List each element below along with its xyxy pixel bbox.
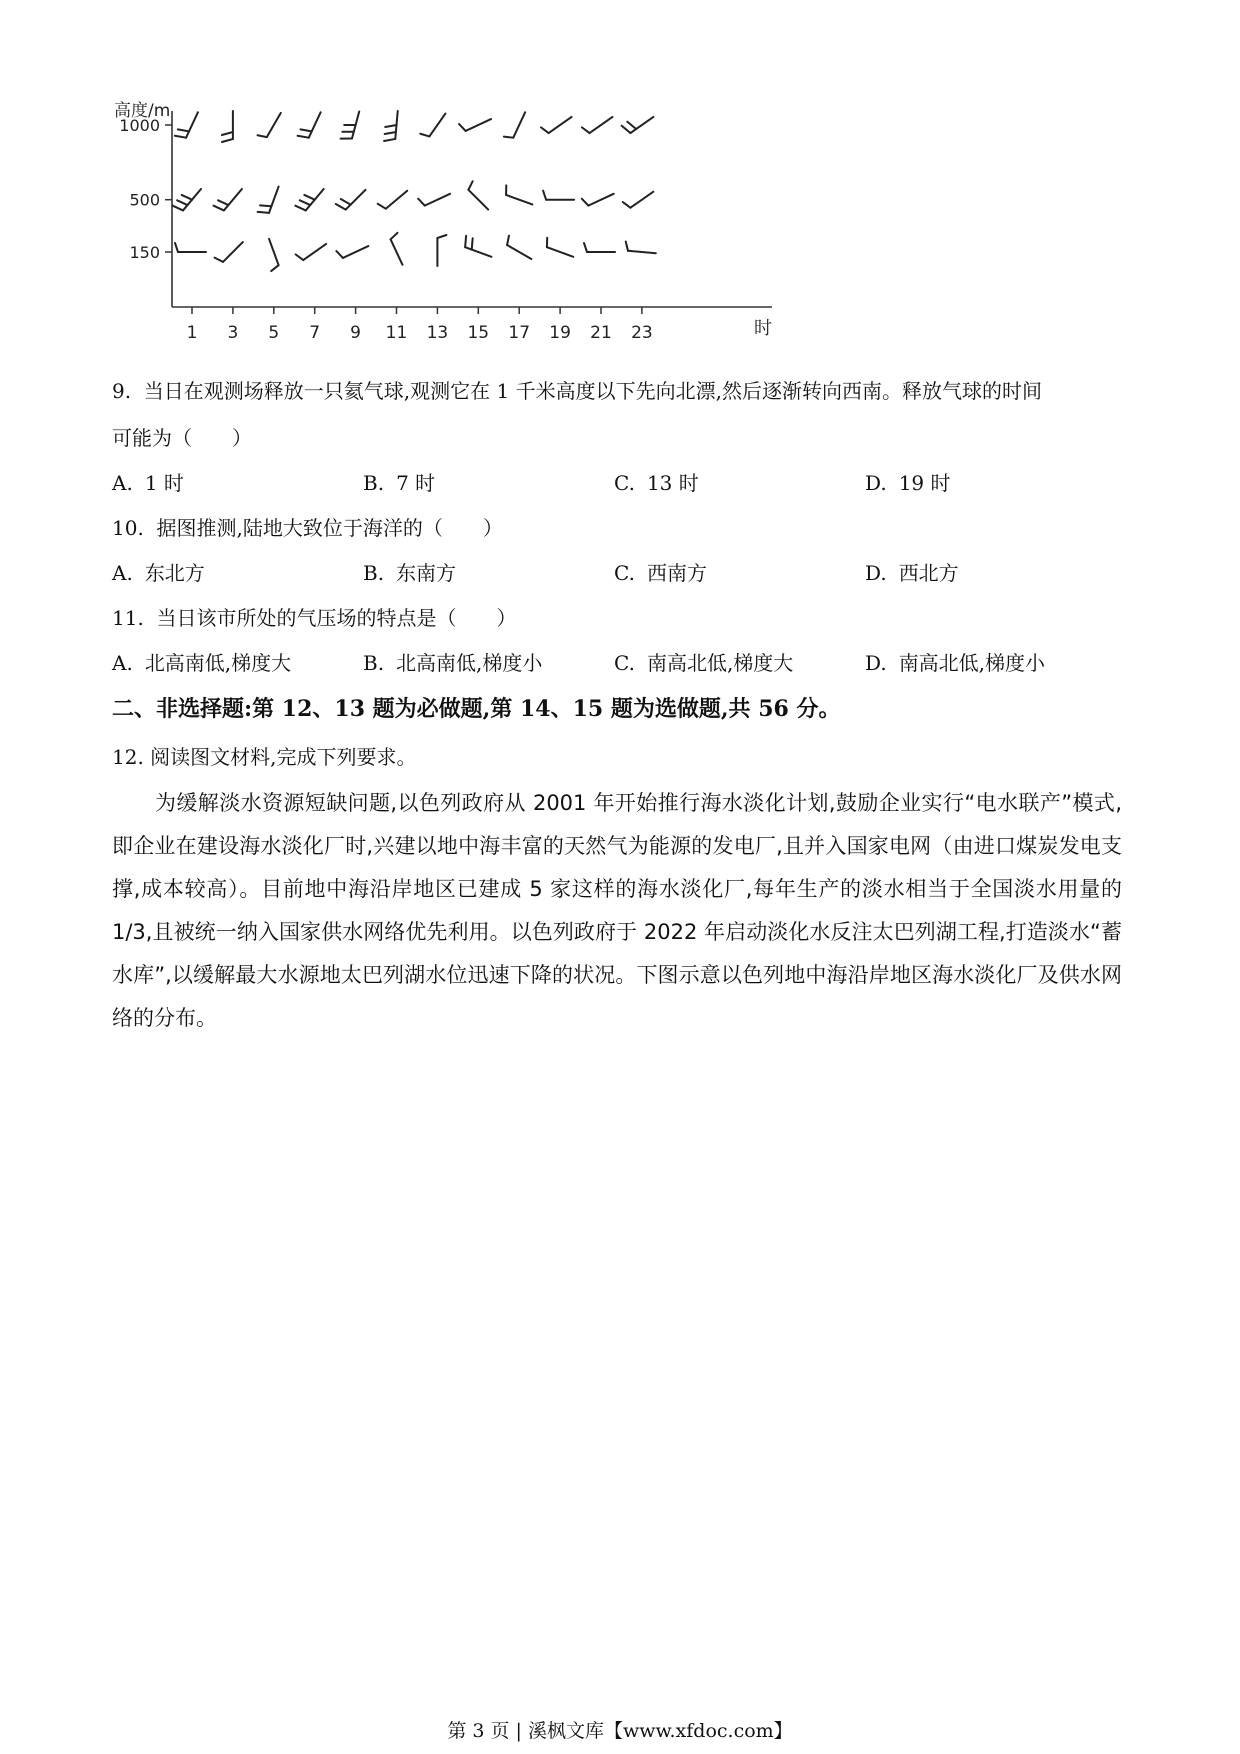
wind-barb [507, 236, 531, 259]
wind-barb [336, 246, 368, 258]
axis-ticks [119, 116, 652, 343]
x-tick-label: 21 [590, 323, 612, 343]
wind-barb [623, 192, 654, 208]
question-9-line-1 [112, 376, 1042, 406]
question-number: 11. [112, 606, 144, 630]
material-paragraph: 为缓解淡水资源短缺问题,以色列政府从 2001 年开始推行海水淡化计划,鼓励企业实行“电水联产”模式,即企业在建设海水淡化厂时,兴建以地中海丰富的天然气为能源的发电厂,且并入国家电网（由进口煤炭发电支撑,成本较高）。目前地中海沿岸地区已建成 5 家这样的海水淡化厂,每年生产的淡水相当于全国淡水用量的 1/3,且被统一纳入国家供水网络优先利用。以色列政府于 2022 年启动淡化水反注太巴列湖工程,打造淡水“蓄水库”,以缓解最大水源地太巴列湖水位迅速下降的状况。下图示意以色列地中海沿岸地区海水淡化厂及供水网络的分布。 [112, 791, 1122, 1030]
x-tick-label: 11 [385, 323, 408, 343]
option-a[interactable]: A. 1 时 [112, 471, 184, 495]
wind-barb [298, 112, 321, 137]
wind-barb [384, 111, 398, 141]
question-9-line-2: 可能为（ ） [112, 426, 252, 450]
option-b[interactable]: B. 北高南低,梯度小 [363, 651, 543, 675]
wind-barb-svg [100, 95, 800, 355]
x-tick-label: 23 [631, 323, 653, 343]
x-tick-label: 1 [186, 323, 198, 343]
x-tick-label: 9 [350, 323, 362, 343]
x-tick-label: 5 [268, 323, 280, 343]
question-text: 当日在观测场释放一只氦气球,观测它在 1 千米高度以下先向北漂,然后逐渐转向西南。释放气球的时间 [143, 379, 1042, 403]
wind-barb [420, 114, 445, 137]
option-c[interactable]: C. 西南方 [614, 561, 707, 585]
wind-barb [214, 189, 242, 210]
wind-barb [622, 117, 654, 133]
question-number: 9. [112, 379, 132, 403]
wind-barb [547, 238, 573, 257]
wind-barb [541, 117, 572, 133]
question-11 [112, 603, 517, 633]
wind-barb [258, 187, 279, 213]
wind-barb [582, 194, 614, 206]
wind-barb [222, 111, 233, 142]
x-tick-label: 13 [426, 323, 449, 343]
y-axis-label: 高度/m [114, 101, 171, 121]
question-number: 10. [112, 516, 144, 540]
wind-barb [215, 242, 243, 262]
option-a[interactable]: A. 东北方 [112, 561, 205, 585]
wind-barb [175, 243, 206, 252]
question-12-title: 12. 阅读图文材料,完成下列要求。 [112, 745, 417, 769]
wind-barb [418, 194, 450, 206]
option-a[interactable]: A. 北高南低,梯度大 [112, 651, 292, 675]
wind-barb [543, 191, 574, 200]
wind-barb [465, 236, 491, 257]
wind-barb [378, 191, 408, 209]
wind-barb [584, 243, 615, 252]
wind-barb [269, 239, 279, 271]
option-c[interactable]: C. 南高北低,梯度大 [614, 651, 794, 675]
wind-barb [391, 233, 403, 265]
wind-barb [296, 244, 327, 260]
wind-barb [295, 189, 323, 210]
wind-barb [504, 112, 525, 137]
wind-barb [468, 181, 488, 209]
wind-barb [582, 117, 613, 133]
y-tick-label: 500 [129, 190, 160, 210]
wind-barb [175, 112, 198, 137]
option-d[interactable]: D. 19 时 [865, 471, 951, 495]
wind-barb [173, 189, 201, 210]
x-axis-unit: 时 [754, 318, 772, 339]
wind-barb [506, 185, 532, 204]
x-tick-label: 3 [227, 323, 239, 343]
option-b[interactable]: B. 东南方 [363, 561, 457, 585]
x-tick-label: 17 [508, 323, 531, 343]
question-10 [112, 513, 503, 543]
option-d[interactable]: D. 南高北低,梯度小 [865, 651, 1046, 675]
section-title: 二、非选择题:第 12、13 题为必做题,第 14、15 题为选做题,共 56 分。 [112, 696, 841, 722]
wind-barb [341, 111, 360, 138]
y-tick-label: 150 [129, 243, 160, 262]
wind-barb [437, 235, 446, 266]
option-b[interactable]: B. 7 时 [363, 471, 436, 495]
question-text: 当日该市所处的气压场的特点是（ ） [156, 606, 517, 630]
option-d[interactable]: D. 西北方 [865, 561, 959, 585]
page-footer: 第 3 页 | 溪枫文库【www.xfdoc.com】 [447, 1720, 793, 1742]
x-tick-label: 19 [549, 323, 571, 343]
y-tick-label: 1000 [119, 116, 160, 135]
wind-barb [459, 119, 491, 131]
wind-barb-chart [100, 95, 800, 359]
question-text: 据图推测,陆地大致位于海洋的（ ） [156, 516, 503, 540]
wind-barb [258, 113, 281, 137]
wind-barb [626, 242, 656, 254]
x-tick-label: 15 [467, 323, 490, 343]
wind-barb [336, 190, 366, 210]
wind-barbs [173, 111, 656, 271]
option-c[interactable]: C. 13 时 [614, 471, 699, 495]
x-tick-label: 7 [309, 323, 321, 343]
